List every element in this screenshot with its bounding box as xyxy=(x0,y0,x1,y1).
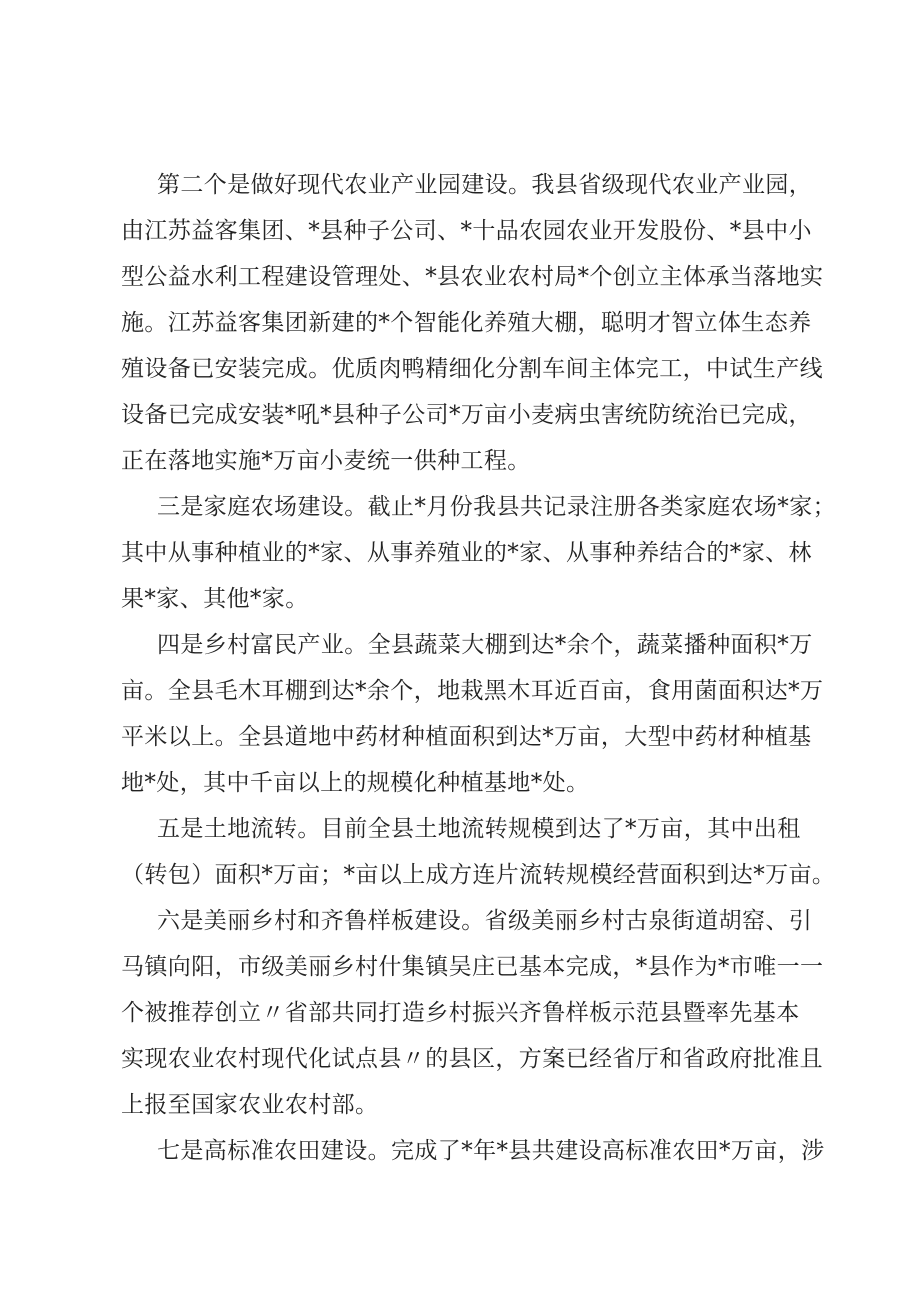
paragraph-industrial-park xyxy=(121,162,824,484)
text-line: 型公益水利工程建设管理处、*县农业农村局*个创立主体承当落地实 xyxy=(121,264,824,290)
text-line: 施。江苏益客集团新建的*个智能化养殖大棚，聪明才智立体生态养 xyxy=(121,310,812,336)
text-line: 亩。全县毛木耳棚到达*余个，地栽黑木耳近百亩，食用菌面积达*万 xyxy=(121,678,824,704)
paragraph-beautiful-village xyxy=(121,898,824,1128)
text-line: 地*处，其中千亩以上的规模化种植基地*处。 xyxy=(121,770,590,796)
text-line: 殖设备已安装完成。优质肉鸭精细化分割车间主体完工，中试生产线 xyxy=(121,356,823,382)
paragraph-rural-industry xyxy=(121,622,824,806)
text-line: 平米以上。全县道地中药材种植面积到达*万亩，大型中药材种植基 xyxy=(121,724,812,750)
text-line: 个被推荐创立〃省部共同打造乡村振兴齐鲁样板示范县暨率先基本 xyxy=(121,1000,800,1026)
paragraph-farmland xyxy=(121,1128,825,1174)
text-line: 设备已完成安装*吼*县种子公司*万亩小麦病虫害统防统治已完成， xyxy=(121,402,812,428)
text-line: 四是乡村富民产业。全县蔬菜大棚到达*余个，蔬菜播种面积*万 xyxy=(157,632,813,658)
text-line: 上报至国家农业农村部。 xyxy=(121,1092,379,1118)
paragraph-land-transfer xyxy=(121,806,836,898)
text-line: 正在落地实施*万亩小麦统一供种工程。 xyxy=(121,448,531,474)
text-line: 七是高标准农田建设。完成了*年*县共建设高标准农田*万亩，涉 xyxy=(157,1138,825,1164)
text-line: 第二个是做好现代农业产业园建设。我县省级现代农业产业园， xyxy=(157,172,813,198)
text-line: 由江苏益客集团、*县种子公司、*十品农园农业开发股份、*县中小 xyxy=(121,218,812,244)
text-line: 果*家、其他*家。 xyxy=(121,586,309,612)
text-line: 实现农业农村现代化试点县〃的县区，方案已经省厅和省政府批准且 xyxy=(121,1046,823,1072)
text-line: 三是家庭农场建设。截止*月份我县共记录注册各类家庭农场*家； xyxy=(157,494,836,520)
text-line: 其中从事种植业的*家、从事养殖业的*家、从事种养结合的*家、林 xyxy=(121,540,812,566)
text-line: （转包）面积*万亩；*亩以上成方连片流转规模经营面积到达*万亩。 xyxy=(121,862,836,888)
text-line: 马镇向阳，市级美丽乡村什集镇吴庄已基本完成，*县作为*市唯一一 xyxy=(121,954,824,980)
text-line: 五是土地流转。目前全县土地流转规模到达了*万亩，其中出租 xyxy=(157,816,801,842)
text-line: 六是美丽乡村和齐鲁样板建设。省级美丽乡村古泉街道胡窑、引 xyxy=(157,908,813,934)
paragraph-family-farm xyxy=(121,484,836,622)
document-body xyxy=(121,162,836,1174)
